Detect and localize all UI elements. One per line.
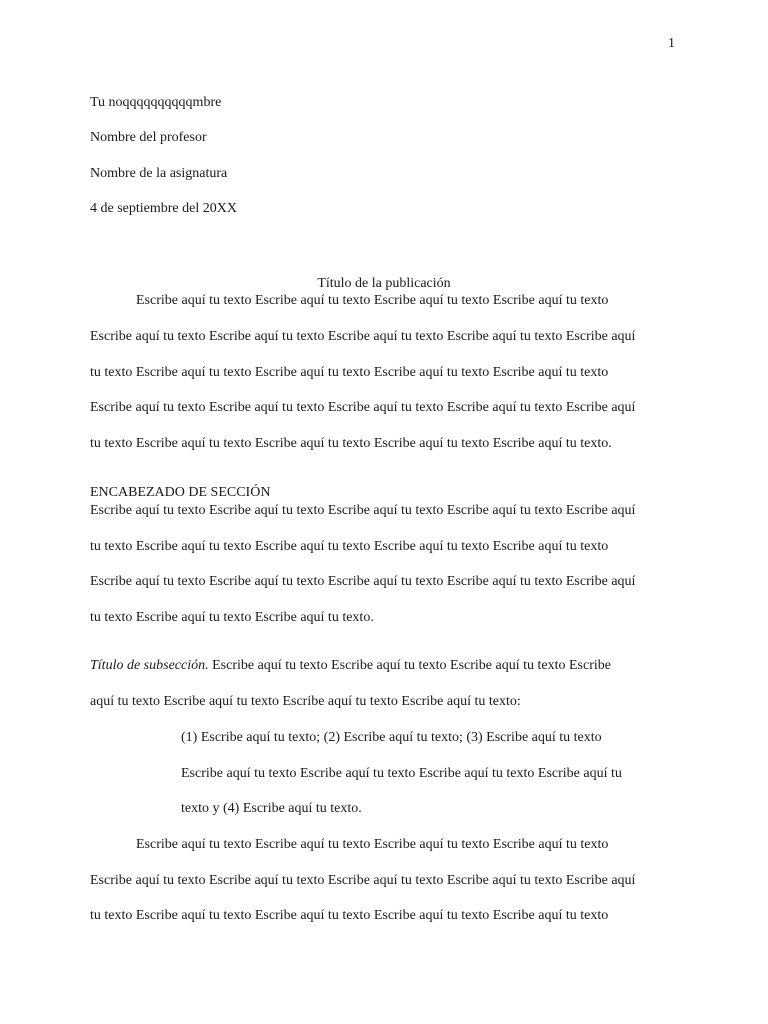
paragraph-line: Escribe aquí tu texto Escribe aquí tu texto Escribe aquí tu texto Escribe aquí tu texto Escribe aquí [90,503,636,518]
author-name: Tu noqqqqqqqqqqmbre [90,95,222,110]
subsection-line [90,657,611,675]
page-number: 1 [668,36,675,51]
document-date: 4 de septiembre del 20XX [90,201,237,216]
course-name: Nombre de la asignatura [90,166,228,181]
list-line: (1) Escribe aquí tu texto; (2) Escribe aquí tu texto; (3) Escribe aquí tu texto [181,730,602,745]
publication-title: Título de la publicación [317,276,451,291]
paragraph-line: Escribe aquí tu texto Escribe aquí tu texto Escribe aquí tu texto Escribe aquí tu texto [136,293,609,308]
professor-name: Nombre del profesor [90,130,207,145]
paragraph-line: tu texto Escribe aquí tu texto Escribe aquí tu texto Escribe aquí tu texto Escribe aquí tu texto [90,539,609,554]
list-line: Escribe aquí tu texto Escribe aquí tu texto Escribe aquí tu texto Escribe aquí tu [181,766,622,781]
paragraph-line: tu texto Escribe aquí tu texto Escribe aquí tu texto Escribe aquí tu texto Escribe aquí tu texto. [90,436,612,451]
subsection-heading: Título de subsección. [90,658,209,673]
paragraph-line: tu texto Escribe aquí tu texto Escribe aquí tu texto. [90,610,374,625]
paragraph-line: tu texto Escribe aquí tu texto Escribe aquí tu texto Escribe aquí tu texto Escribe aquí tu texto [90,365,609,380]
section-heading: ENCABEZADO DE SECCIÓN [90,485,271,500]
list-line: texto y (4) Escribe aquí tu texto. [181,801,362,816]
paragraph-line: Escribe aquí tu texto Escribe aquí tu texto Escribe aquí tu texto Escribe aquí tu texto Escribe aquí [90,873,636,888]
paragraph-line: Escribe aquí tu texto Escribe aquí tu texto Escribe aquí tu texto Escribe aquí tu texto Escribe aquí [90,574,636,589]
paragraph-line: Escribe aquí tu texto Escribe aquí tu texto Escribe aquí tu texto Escribe aquí tu texto Escribe aquí [90,400,636,415]
paragraph-line: tu texto Escribe aquí tu texto Escribe aquí tu texto Escribe aquí tu texto Escribe aquí tu texto [90,908,609,923]
paragraph-line: Escribe aquí tu texto Escribe aquí tu texto Escribe aquí tu texto Escribe aquí tu texto [136,837,609,852]
paragraph-line: aquí tu texto Escribe aquí tu texto Escribe aquí tu texto Escribe aquí tu texto: [90,694,521,709]
paragraph-line: Escribe aquí tu texto Escribe aquí tu texto Escribe aquí tu texto Escribe aquí tu texto Escribe aquí [90,329,636,344]
subsection-text: Escribe aquí tu texto Escribe aquí tu texto Escribe aquí tu texto Escribe [208,658,611,673]
